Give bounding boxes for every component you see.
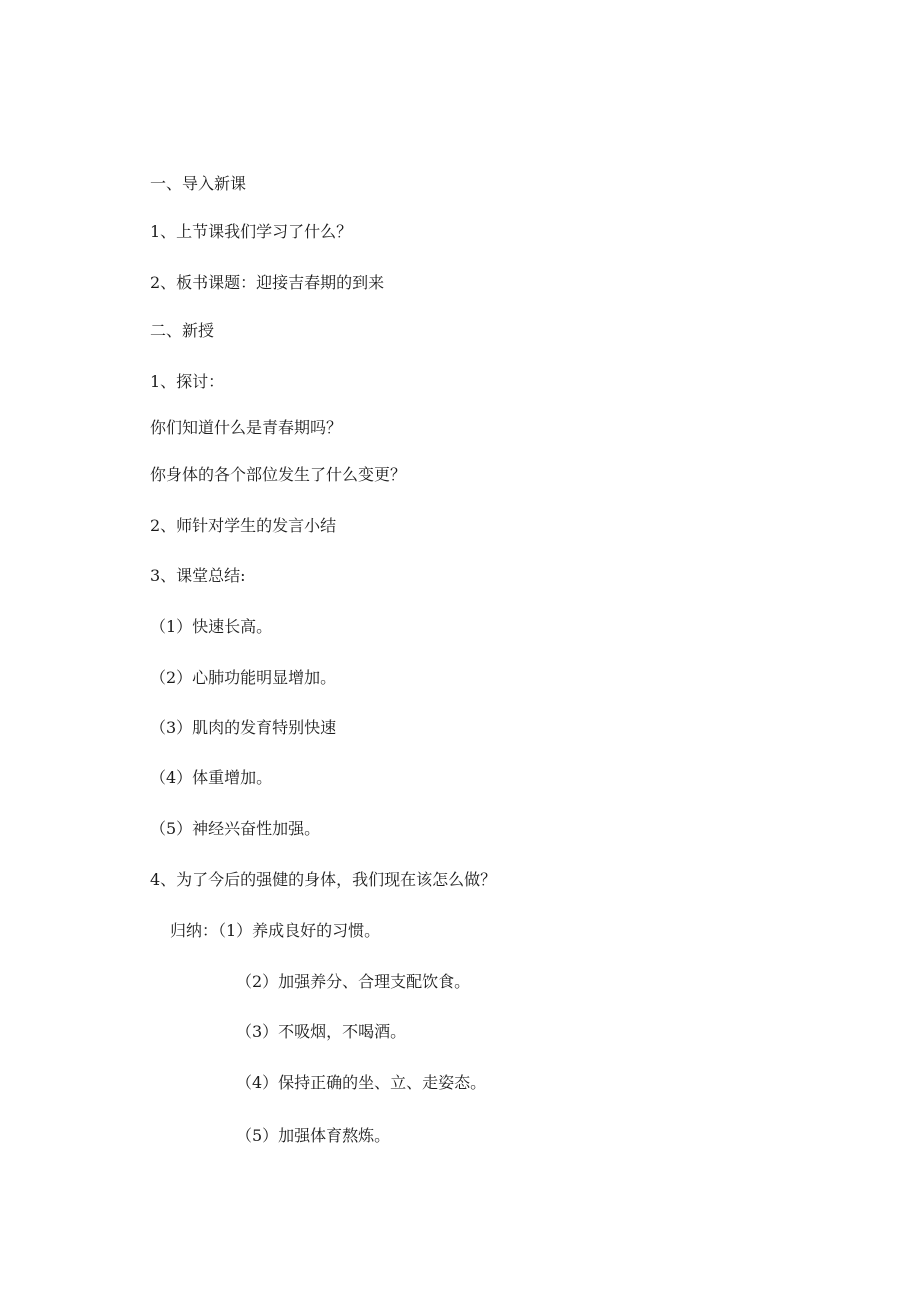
list-item: （5）神经兴奋性加强。 [150, 819, 321, 838]
paragraph-line: 1、上节课我们学习了什么？ [150, 222, 353, 241]
list-item: （3）不吸烟，不喝酒。 [236, 1022, 407, 1041]
paragraph-line: 4、为了今后的强健的身体，我们现在该怎么做？ [150, 870, 497, 889]
list-item: （5）加强体育熬炼。 [236, 1126, 391, 1145]
list-item: （2）加强养分、合理支配饮食。 [236, 972, 471, 991]
paragraph-line: 3、课堂总结: [150, 566, 246, 585]
paragraph-line: 2、师针对学生的发言小结 [150, 516, 337, 535]
list-item: （4）保持正确的坐、立、走姿态。 [236, 1073, 487, 1092]
section-heading-intro: 一、导入新课 [150, 174, 247, 193]
list-item: （1）快速长高。 [150, 617, 273, 636]
paragraph-line: 2、板书课题：迎接吉春期的到来 [150, 273, 385, 292]
paragraph-line: 1、探讨： [150, 372, 225, 391]
section-heading-new-lesson: 二、新授 [150, 321, 215, 340]
paragraph-line: 你们知道什么是青春期吗？ [150, 418, 343, 437]
list-item: （3）肌肉的发育特别快速 [150, 718, 337, 737]
list-item: （2）心肺功能明显增加。 [150, 668, 337, 687]
list-item: （4）体重增加。 [150, 768, 273, 787]
paragraph-line: 你身体的各个部位发生了什么变更？ [150, 465, 407, 484]
summary-line: 归纳：（1）养成良好的习惯。 [170, 921, 381, 940]
